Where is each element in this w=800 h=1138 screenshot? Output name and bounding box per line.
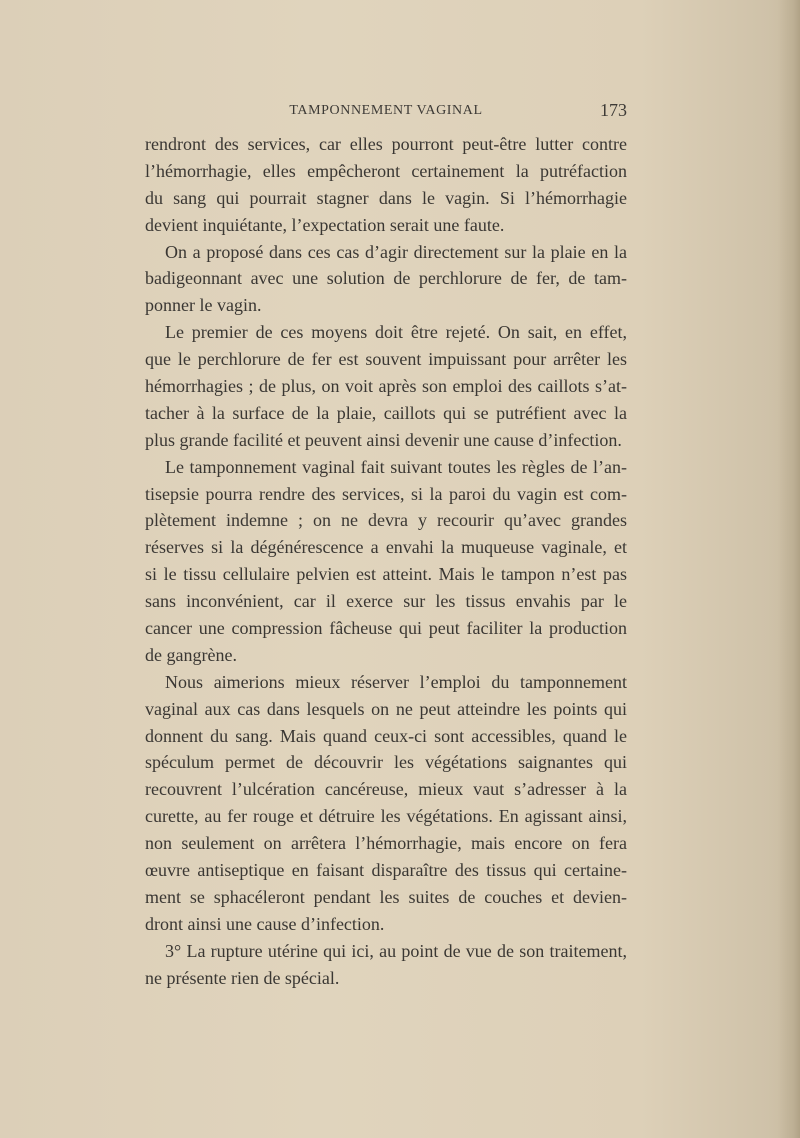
text-line: plus grande facilité et peuvent ainsi devenir une cause d’infection. (145, 429, 622, 450)
text-line: que le perchlorure de fer est souvent impuissant pour arrêter les (145, 349, 627, 370)
text-line: ne présente rien de spécial. (145, 967, 340, 988)
text-line: Le premier de ces moyens doit être rejeté. On sait, en effet, (165, 322, 627, 343)
text-line: curette, au fer rouge et détruire les végétations. En agissant ainsi, (145, 806, 627, 827)
text-line: si le tissu cellulaire pelvien est atteint. Mais le tampon n’est pas (145, 564, 627, 585)
text-line: Le tamponnement vaginal fait suivant toutes les règles de l’an- (165, 456, 627, 477)
running-header (145, 100, 627, 125)
text-line: non seulement on arrêtera l’hémorrhagie, mais encore on fera (145, 833, 627, 854)
text-line: tacher à la surface de la plaie, caillots qui se putréfient avec la (145, 402, 627, 423)
text-line: cancer une compression fâcheuse qui peut faciliter la production (145, 618, 627, 639)
text-line: On a proposé dans ces cas d’agir directement sur la plaie en la (165, 241, 627, 262)
page-number: 173 (600, 100, 627, 120)
text-line: réserves si la dégénérescence a envahi la muqueuse vaginale, et (145, 537, 627, 558)
text-line: ponner le vagin. (145, 295, 262, 316)
text-line: devient inquiétante, l’expectation serait une faute. (145, 214, 505, 235)
text-line: dront ainsi une cause d’infection. (145, 913, 385, 934)
text-line: donnent du sang. Mais quand ceux-ci sont accessibles, quand le (145, 725, 627, 746)
text-line: Nous aimerions mieux réserver l’emploi du tamponnement (165, 671, 627, 692)
text-line: du sang qui pourrait stagner dans le vagin. Si l’hémorrhagie (145, 187, 627, 208)
text-line: œuvre antiseptique en faisant disparaître des tissus qui certaine- (145, 860, 627, 881)
text-line: hémorrhagies ; de plus, on voit après son emploi des caillots s’at- (145, 376, 627, 397)
text-line: tisepsie pourra rendre des services, si la paroi du vagin est com- (145, 483, 627, 504)
page-edge-shadow (778, 0, 800, 1138)
text-line: sans inconvénient, car il exerce sur les tissus envahis par le (145, 591, 627, 612)
text-line: 3° La rupture utérine qui ici, au point de vue de son traitement, (165, 940, 627, 961)
text-line: plètement indemne ; on ne devra y recourir qu’avec grandes (145, 510, 627, 531)
text-line: recouvrent l’ulcération cancéreuse, mieux vaut s’adresser à la (145, 779, 627, 800)
text-line: badigeonnant avec une solution de perchlorure de fer, de tam- (145, 268, 627, 289)
text-line: spéculum permet de découvrir les végétations saignantes qui (145, 752, 627, 773)
text-line: rendront des services, car elles pourront peut-être lutter contre (145, 134, 627, 154)
running-title: TAMPONNEMENT VAGINAL (289, 103, 483, 118)
text-line: l’hémorrhagie, elles empêcheront certainement la putréfaction (145, 160, 627, 181)
text-line: de gangrène. (145, 644, 237, 665)
body-text (145, 131, 627, 992)
text-line: vaginal aux cas dans lesquels on ne peut atteindre les points qui (145, 698, 627, 719)
text-line: ment se sphacéleront pendant les suites de couches et devien- (145, 886, 627, 907)
